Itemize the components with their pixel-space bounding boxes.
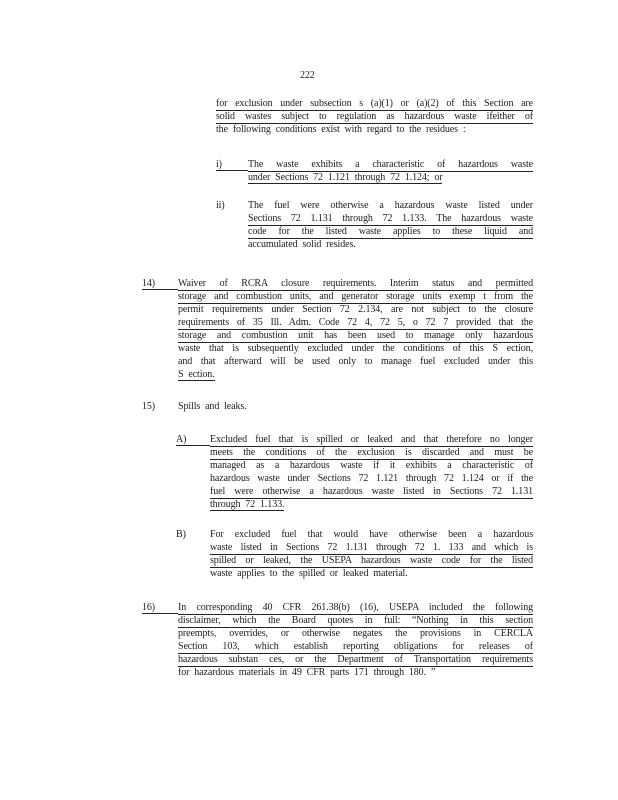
text-row (176, 433, 533, 446)
text-line-inner: accumulated solid resides. (248, 239, 356, 250)
text-row (176, 567, 533, 580)
item-label (142, 368, 178, 381)
item-label: B) (176, 529, 186, 540)
text-line: Excluded fuel that is spilled or leaked and that therefore no longer (210, 434, 533, 445)
item-label (142, 640, 178, 653)
item-label (216, 225, 248, 238)
text-row (142, 666, 533, 679)
text-line (210, 567, 533, 580)
text-row (216, 110, 533, 123)
text-row (142, 614, 533, 627)
text-line: For excluded fuel that would have otherwise been a hazardous (210, 529, 533, 540)
text-line: meets the conditions of the exclusion is discarded and must be (210, 447, 533, 458)
item-label: A) (176, 433, 210, 446)
item-label (142, 653, 178, 666)
text-row (142, 355, 533, 368)
item-label (142, 627, 178, 640)
item-label (176, 459, 210, 472)
item-label (216, 171, 248, 184)
item-label (142, 614, 178, 627)
text-row (216, 97, 533, 110)
text-line: disclaimer, which the Board quotes in full: “Nothing in this section (178, 615, 533, 626)
text-line (248, 171, 533, 184)
item-label: i) (216, 158, 248, 171)
text-line: permit requirements under Section 72 2.134, are not subject to the closure (178, 304, 533, 315)
text-line: In corresponding 40 CFR 261.38(b) (16), USEPA included the following (178, 602, 533, 613)
item-label (176, 567, 210, 580)
item-label (142, 290, 178, 303)
text-line: fuel were otherwise a hazardous waste listed in Sections 72 1.131 (210, 486, 533, 497)
text-row (176, 541, 533, 554)
text-row (216, 199, 533, 212)
text-line: and that afterward will be used only to manage fuel excluded under this (178, 356, 533, 367)
text-line (178, 666, 533, 679)
text-line (248, 238, 533, 251)
item-label: 14) (142, 277, 178, 290)
text-line-inner: the following conditions exist with regard to the residues : (216, 124, 466, 135)
item-label (142, 666, 178, 679)
text-row (216, 171, 533, 184)
text-row (142, 316, 533, 329)
text-row (216, 238, 533, 251)
text-row (142, 277, 533, 290)
item-label (142, 303, 178, 316)
item-label: ii) (216, 200, 225, 211)
item-label: 16) (142, 601, 178, 614)
item-label (216, 212, 248, 225)
text-line: storage and combustion unit has been used to manage only hazardous (178, 330, 533, 341)
item-label (176, 554, 210, 567)
text-row (142, 368, 533, 381)
text-line: storage and combustion units, and generator storage units exemp t from the (178, 291, 533, 302)
text-row (142, 303, 533, 316)
item-label (176, 472, 210, 485)
text-row (216, 158, 533, 171)
text-line: preempts, overrides, or otherwise negates the provisions in CERCLA (178, 628, 533, 639)
text-row (142, 329, 533, 342)
text-row (142, 342, 533, 355)
text-row (142, 640, 533, 653)
text-line: hazardous waste under Sections 72 1.121 through 72 1.124 or if the (210, 473, 533, 484)
text-line: for exclusion under subsection s (a)(1) or (a)(2) of this Section are (216, 98, 533, 109)
text-row (216, 225, 533, 238)
item-label (176, 498, 210, 511)
text-line-inner: Spills and leaks. (178, 401, 247, 412)
text-row (142, 627, 533, 640)
text-row (176, 498, 533, 511)
text-line: code for the listed waste applies to these liquid and (248, 226, 533, 237)
text-line: requirements of 35 Ill. Adm. Code 72 4, 72 5, o 72 7 provided that the (178, 317, 533, 328)
text-line: waste that is subsequently excluded under the conditions of this S ection, (178, 343, 533, 354)
text-row (176, 528, 533, 541)
item-label (142, 355, 178, 368)
text-row (216, 123, 533, 136)
item-label (176, 485, 210, 498)
text-line: The fuel were otherwise a hazardous waste listed under (248, 200, 533, 211)
text-line: The waste exhibits a characteristic of hazardous waste (248, 159, 533, 170)
text-line-inner: S ection. (178, 369, 215, 380)
item-label (216, 238, 248, 251)
text-line: Waiver of RCRA closure requirements. Interim status and permitted (178, 278, 533, 289)
text-row (176, 459, 533, 472)
text-line-inner: through 72 1.133. (210, 499, 285, 510)
text-line: spilled or leaked, the USEPA hazardous waste code for the listed (210, 555, 533, 566)
text-line-inner: under Sections 72 1.121 through 72 1.124; or (248, 172, 443, 183)
text-line (216, 123, 533, 136)
page-number: 222 (300, 70, 315, 81)
text-line (178, 368, 533, 381)
text-row (142, 400, 533, 413)
text-row (176, 472, 533, 485)
text-line: Sections 72 1.131 through 72 1.133. The hazardous waste (248, 213, 533, 224)
text-line: waste listed in Sections 72 1.131 through 72 1. 133 and which is (210, 542, 533, 553)
item-label (176, 541, 210, 554)
item-label (142, 342, 178, 355)
text-line: managed as a hazardous waste if it exhibits a characteristic of (210, 460, 533, 471)
text-row (142, 653, 533, 666)
text-row (216, 212, 533, 225)
item-label (142, 329, 178, 342)
text-row (142, 601, 533, 614)
item-label: 15) (142, 401, 156, 412)
text-line-inner: waste applies to the spilled or leaked material. (210, 568, 408, 579)
text-line: Section 103, which establish reporting obligations for releases of (178, 641, 533, 652)
text-line (178, 400, 533, 413)
text-line: solid wastes subject to regulation as hazardous waste ifeither of (216, 111, 533, 122)
text-line: hazardous substan ces, or the Department of Transportation requirements (178, 654, 533, 665)
text-row (176, 446, 533, 459)
text-row (142, 290, 533, 303)
text-row (176, 485, 533, 498)
item-label (176, 446, 210, 459)
text-line-inner: for hazardous materials in 49 CFR parts 171 through 180. ” (178, 667, 436, 678)
item-label (142, 316, 178, 329)
text-line (210, 498, 533, 511)
text-row (176, 554, 533, 567)
